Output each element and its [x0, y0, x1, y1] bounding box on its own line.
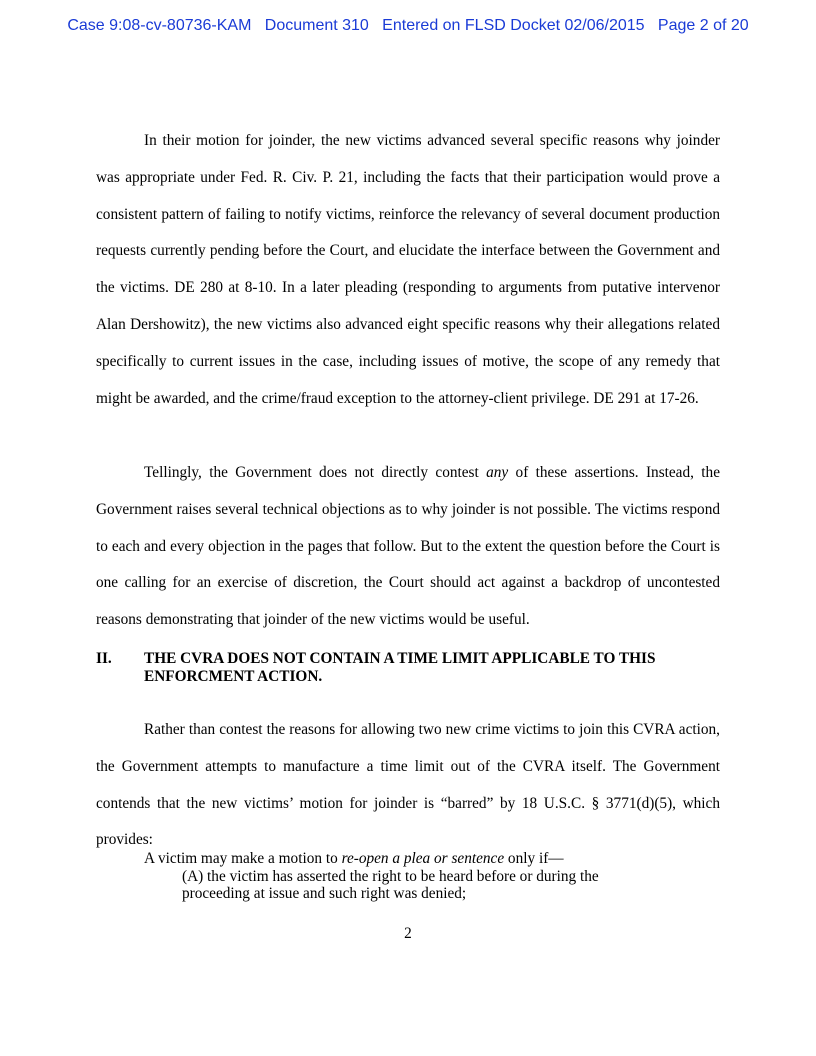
- case-number: Case 9:08-cv-80736-KAM: [67, 17, 252, 34]
- section-number: II.: [96, 650, 112, 667]
- docket-header: [0, 17, 816, 35]
- section-title: THE CVRA DOES NOT CONTAIN A TIME LIMIT APPLICABLE TO THIS ENFORCMENT ACTION.: [144, 650, 656, 685]
- p2-emphasis: any: [486, 464, 509, 481]
- paragraph-government-contest: [96, 455, 720, 639]
- quote-emphasis: re-open a plea or sentence: [341, 850, 505, 867]
- quote-subsection-a-line-2: proceeding at issue and such right was denied;: [182, 885, 467, 902]
- paragraph-joinder-reasons: In their motion for joinder, the new victims advanced several specific reasons why joinder was appropriate under Fed. R. Civ. P. 21, including the facts that their participation would prove a consistent pattern of failing to notify victims, reinforce the relevancy of several document production requests currently pending before the Court, and elucidate the interface between the Government and the victims. DE 280 at 8-10. In a later pleading (responding to arguments from putative intervenor Alan Dershowitz), the new victims also advanced eight specific reasons why their allegations related specifically to current issues in the case, including issues of motive, the scope of any remedy that might be awarded, and the crime/fraud exception to the attorney-client privilege. DE 291 at 17-26.: [96, 132, 720, 407]
- quote-line-1: [144, 850, 664, 868]
- statute-quote: [144, 850, 664, 903]
- paragraph-time-limit: Rather than contest the reasons for allowing two new crime victims to join this CVRA action, the Government attempts to manufacture a time limit out of the CVRA itself. The Government contends that the new victims’ motion for joinder is “barred” by 18 U.S.C. § 3771(d)(5), which provides:: [96, 721, 720, 849]
- page-number: 2: [404, 925, 412, 942]
- quote-line-1-after: only if—: [504, 850, 564, 867]
- p2-text-before: Tellingly, the Government does not directly contest: [144, 464, 487, 481]
- quote-subsection-a-line-1: (A) the victim has asserted the right to be heard before or during the: [182, 867, 599, 885]
- quote-line-1-before: A victim may make a motion to: [144, 850, 342, 867]
- p2-text-after: of these assertions. Instead, the Government raises several technical objections as to why joinder is not possible. The victims respond to each and every objection in the pages that follow. But to the extent the question before the Court is one calling for an exercise of discretion, the Court should act against a backdrop of uncontested reasons demonstrating that joinder of the new victims would be useful.: [96, 464, 720, 629]
- document-number: Document 310: [264, 17, 369, 34]
- docket-entry: Entered on FLSD Docket 02/06/2015: [382, 17, 645, 34]
- page-of-total: Page 2 of 20: [657, 17, 749, 34]
